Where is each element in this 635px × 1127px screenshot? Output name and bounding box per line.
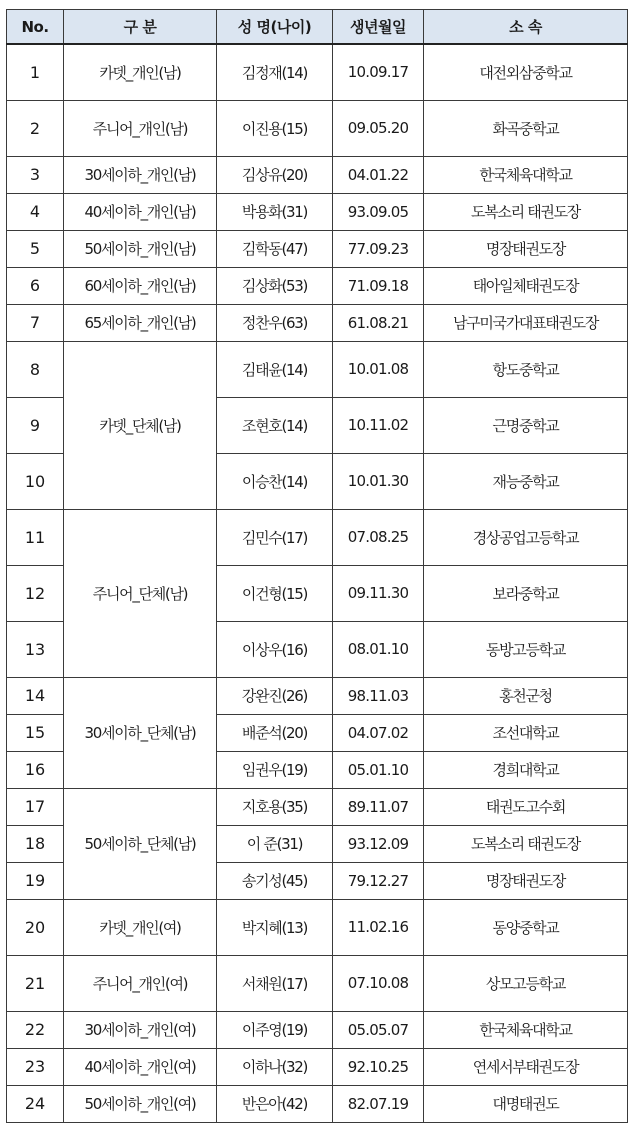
athlete-name: 이 준(31) (217, 825, 333, 862)
roster-body (7, 44, 628, 1122)
athlete-name: 김정재(14) (217, 44, 333, 100)
row-number: 8 (7, 341, 64, 397)
table-row (7, 788, 628, 825)
category-cell: 카뎃_개인(남) (64, 44, 217, 100)
row-number: 7 (7, 304, 64, 341)
athlete-name: 박용화(31) (217, 193, 333, 230)
header-birth: 생년월일 (333, 10, 424, 45)
athlete-name: 김학동(47) (217, 230, 333, 267)
athlete-name: 강완진(26) (217, 677, 333, 714)
row-number: 4 (7, 193, 64, 230)
category-cell: 50세이하_단체(남) (64, 788, 217, 899)
birth-date: 61.08.21 (333, 304, 424, 341)
affiliation: 경희대학교 (424, 751, 628, 788)
athlete-name: 김상화(53) (217, 267, 333, 304)
affiliation: 조선대학교 (424, 714, 628, 751)
row-number: 24 (7, 1085, 64, 1122)
birth-date: 98.11.03 (333, 677, 424, 714)
category-cell: 주니어_개인(남) (64, 100, 217, 156)
birth-date: 09.11.30 (333, 565, 424, 621)
category-cell: 카뎃_개인(여) (64, 899, 217, 955)
affiliation: 태권도고수회 (424, 788, 628, 825)
affiliation: 동양중학교 (424, 899, 628, 955)
affiliation: 명장태권도장 (424, 862, 628, 899)
affiliation: 상모고등학교 (424, 955, 628, 1011)
row-number: 9 (7, 397, 64, 453)
row-number: 23 (7, 1048, 64, 1085)
affiliation: 도복소리 태권도장 (424, 825, 628, 862)
birth-date: 04.07.02 (333, 714, 424, 751)
birth-date: 05.05.07 (333, 1011, 424, 1048)
row-number: 22 (7, 1011, 64, 1048)
affiliation: 도복소리 태권도장 (424, 193, 628, 230)
athlete-name: 이승찬(14) (217, 453, 333, 509)
table-row (7, 1085, 628, 1122)
birth-date: 71.09.18 (333, 267, 424, 304)
athlete-name: 이주영(19) (217, 1011, 333, 1048)
birth-date: 82.07.19 (333, 1085, 424, 1122)
affiliation: 동방고등학교 (424, 621, 628, 677)
birth-date: 04.01.22 (333, 156, 424, 193)
athlete-name: 배준석(20) (217, 714, 333, 751)
birth-date: 89.11.07 (333, 788, 424, 825)
row-number: 3 (7, 156, 64, 193)
affiliation: 근명중학교 (424, 397, 628, 453)
athlete-name: 반은아(42) (217, 1085, 333, 1122)
table-row (7, 1011, 628, 1048)
affiliation: 태아일체태권도장 (424, 267, 628, 304)
category-cell: 주니어_단체(남) (64, 509, 217, 677)
table-row (7, 193, 628, 230)
header-name: 성 명(나이) (217, 10, 333, 45)
row-number: 6 (7, 267, 64, 304)
category-cell: 50세이하_개인(남) (64, 230, 217, 267)
athlete-name: 이하나(32) (217, 1048, 333, 1085)
category-cell: 주니어_개인(여) (64, 955, 217, 1011)
category-cell: 카뎃_단체(남) (64, 341, 217, 509)
athlete-name: 이상우(16) (217, 621, 333, 677)
table-row (7, 156, 628, 193)
row-number: 10 (7, 453, 64, 509)
affiliation: 한국체육대학교 (424, 1011, 628, 1048)
row-number: 13 (7, 621, 64, 677)
athlete-name: 이건형(15) (217, 565, 333, 621)
affiliation: 홍천군청 (424, 677, 628, 714)
affiliation: 대명태권도 (424, 1085, 628, 1122)
row-number: 11 (7, 509, 64, 565)
row-number: 21 (7, 955, 64, 1011)
athlete-name: 지호용(35) (217, 788, 333, 825)
birth-date: 93.09.05 (333, 193, 424, 230)
header-affiliation: 소 속 (424, 10, 628, 45)
athlete-name: 조현호(14) (217, 397, 333, 453)
affiliation: 대전외삼중학교 (424, 44, 628, 100)
birth-date: 10.01.08 (333, 341, 424, 397)
birth-date: 07.08.25 (333, 509, 424, 565)
birth-date: 05.01.10 (333, 751, 424, 788)
athlete-name: 서채원(17) (217, 955, 333, 1011)
table-row (7, 509, 628, 565)
birth-date: 10.11.02 (333, 397, 424, 453)
table-row (7, 341, 628, 397)
table-row (7, 230, 628, 267)
row-number: 1 (7, 44, 64, 100)
header-no: No. (7, 10, 64, 45)
table-row (7, 100, 628, 156)
birth-date: 07.10.08 (333, 955, 424, 1011)
birth-date: 10.09.17 (333, 44, 424, 100)
table-row (7, 267, 628, 304)
row-number: 14 (7, 677, 64, 714)
row-number: 5 (7, 230, 64, 267)
affiliation: 연세서부태권도장 (424, 1048, 628, 1085)
roster-table (6, 9, 628, 1123)
birth-date: 10.01.30 (333, 453, 424, 509)
table-row (7, 955, 628, 1011)
birth-date: 11.02.16 (333, 899, 424, 955)
athlete-name: 김상유(20) (217, 156, 333, 193)
table-row (7, 1048, 628, 1085)
category-cell: 60세이하_개인(남) (64, 267, 217, 304)
table-row (7, 44, 628, 100)
birth-date: 77.09.23 (333, 230, 424, 267)
athlete-name: 박지혜(13) (217, 899, 333, 955)
row-number: 12 (7, 565, 64, 621)
category-cell: 40세이하_개인(여) (64, 1048, 217, 1085)
birth-date: 09.05.20 (333, 100, 424, 156)
table-row (7, 677, 628, 714)
category-cell: 65세이하_개인(남) (64, 304, 217, 341)
athlete-name: 정찬우(63) (217, 304, 333, 341)
affiliation: 보라중학교 (424, 565, 628, 621)
affiliation: 명장태권도장 (424, 230, 628, 267)
affiliation: 남구미국가대표태권도장 (424, 304, 628, 341)
affiliation: 재능중학교 (424, 453, 628, 509)
header-row (7, 10, 628, 45)
athlete-name: 이진용(15) (217, 100, 333, 156)
category-cell: 50세이하_개인(여) (64, 1085, 217, 1122)
row-number: 18 (7, 825, 64, 862)
table-row (7, 899, 628, 955)
athlete-name: 김태윤(14) (217, 341, 333, 397)
affiliation: 경상공업고등학교 (424, 509, 628, 565)
athlete-name: 송기성(45) (217, 862, 333, 899)
category-cell: 30세이하_단체(남) (64, 677, 217, 788)
row-number: 19 (7, 862, 64, 899)
row-number: 15 (7, 714, 64, 751)
affiliation: 한국체육대학교 (424, 156, 628, 193)
birth-date: 93.12.09 (333, 825, 424, 862)
affiliation: 항도중학교 (424, 341, 628, 397)
category-cell: 30세이하_개인(남) (64, 156, 217, 193)
birth-date: 79.12.27 (333, 862, 424, 899)
row-number: 2 (7, 100, 64, 156)
athlete-name: 김민수(17) (217, 509, 333, 565)
row-number: 17 (7, 788, 64, 825)
birth-date: 92.10.25 (333, 1048, 424, 1085)
category-cell: 40세이하_개인(남) (64, 193, 217, 230)
row-number: 16 (7, 751, 64, 788)
table-row (7, 304, 628, 341)
birth-date: 08.01.10 (333, 621, 424, 677)
affiliation: 화곡중학교 (424, 100, 628, 156)
row-number: 20 (7, 899, 64, 955)
athlete-name: 임권우(19) (217, 751, 333, 788)
category-cell: 30세이하_개인(여) (64, 1011, 217, 1048)
header-category: 구 분 (64, 10, 217, 45)
